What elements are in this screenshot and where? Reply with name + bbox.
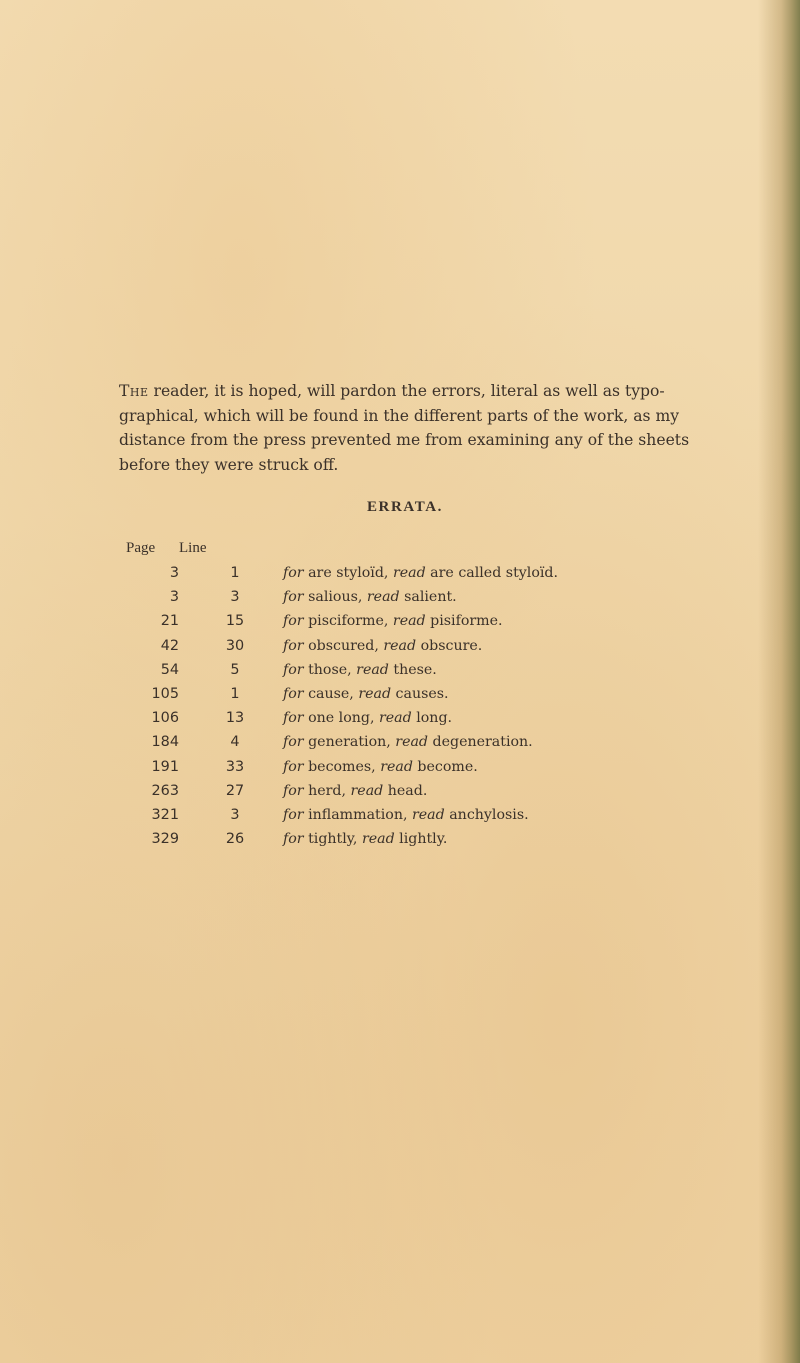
errata-row [126, 609, 558, 633]
errata-correction [247, 827, 558, 851]
intro-text: reader, it is hoped, will pardon the errors, literal as well as typo-graphical, which will be found in the different parts of the work, as my distance from the press prevented me from examining any of the sheets before they were struck off. [119, 382, 690, 474]
errata-line-number: 3 [230, 589, 240, 606]
read-word: read [392, 565, 426, 582]
errata-line-cell [179, 706, 247, 730]
errata-right-text: lightly. [394, 831, 448, 848]
errata-wrong-text: tightly, [303, 831, 362, 848]
errata-row [126, 682, 558, 706]
errata-wrong-text: pisciforme, [303, 613, 393, 630]
for-word: for [283, 734, 304, 751]
errata-wrong-text: inflammation, [303, 806, 412, 823]
column-header-correction [247, 536, 558, 561]
errata-right-text: degeneration. [428, 734, 533, 751]
errata-row [126, 803, 558, 827]
for-word: for [283, 758, 304, 775]
read-word: read [366, 589, 400, 606]
errata-correction [247, 779, 558, 803]
errata-right-text: head. [383, 782, 428, 799]
errata-page-number: 105 [151, 686, 179, 703]
errata-correction [247, 585, 558, 609]
errata-wrong-text: cause, [303, 686, 359, 703]
column-header-page: Page [126, 540, 156, 556]
errata-line-cell [179, 609, 247, 633]
errata-row [126, 779, 558, 803]
errata-line-cell [179, 730, 247, 754]
errata-line-number: 1 [230, 565, 240, 582]
errata-correction [247, 755, 558, 779]
for-word: for [283, 686, 304, 703]
errata-correction [247, 706, 558, 730]
errata-body [126, 561, 558, 851]
errata-right-text: obscure. [416, 637, 483, 654]
errata-header-row [126, 536, 558, 561]
errata-right-text: pisiforme. [425, 613, 503, 630]
for-word: for [283, 782, 304, 799]
errata-table [126, 536, 558, 851]
errata-row [126, 730, 558, 754]
errata-line-number: 26 [225, 831, 245, 848]
read-word: read [356, 661, 389, 678]
errata-wrong-text: those, [303, 661, 357, 678]
errata-row [126, 585, 558, 609]
read-word: read [350, 782, 384, 799]
errata-row [126, 634, 558, 658]
errata-line-number: 27 [225, 782, 245, 799]
read-word: read [412, 806, 445, 823]
errata-page-number: 42 [160, 637, 179, 654]
for-word: for [283, 589, 304, 606]
errata-right-text: anchylosis. [444, 806, 529, 823]
errata-line-cell [179, 682, 247, 706]
book-page-edge [758, 0, 800, 1363]
errata-right-text: these. [388, 661, 437, 678]
errata-right-text: long. [411, 710, 453, 727]
errata-line-number: 13 [225, 710, 245, 727]
for-word: for [283, 637, 304, 654]
errata-line-cell [179, 827, 247, 851]
errata-correction [247, 730, 558, 754]
errata-line-number: 33 [225, 758, 245, 775]
column-header-line: Line [179, 540, 207, 556]
for-word: for [283, 831, 304, 848]
errata-line-number: 30 [225, 637, 245, 654]
errata-title: ERRATA. [366, 499, 444, 515]
errata-line-cell [179, 779, 247, 803]
read-word: read [392, 613, 426, 630]
errata-wrong-text: generation, [303, 734, 396, 751]
errata-line-cell [179, 803, 247, 827]
errata-correction [247, 803, 558, 827]
intro-lead-word: The [119, 382, 149, 400]
read-word: read [383, 637, 417, 654]
errata-page-number: 329 [151, 831, 179, 848]
errata-page-number: 3 [169, 565, 179, 582]
errata-line-number: 1 [230, 686, 240, 703]
errata-right-text: are called styloïd. [425, 565, 559, 582]
errata-wrong-text: herd, [303, 782, 351, 799]
errata-wrong-text: one long, [303, 710, 379, 727]
errata-wrong-text: obscured, [303, 637, 384, 654]
for-word: for [283, 613, 304, 630]
read-word: read [380, 758, 413, 775]
errata-row [126, 706, 558, 730]
errata-line-cell [179, 561, 247, 585]
for-word: for [283, 661, 304, 678]
read-word: read [361, 831, 395, 848]
errata-page-number: 21 [160, 613, 179, 630]
errata-wrong-text: salious, [303, 589, 367, 606]
errata-page-number: 184 [151, 734, 179, 751]
intro-paragraph [119, 379, 729, 477]
errata-line-cell [179, 658, 247, 682]
errata-page-number: 3 [169, 589, 179, 606]
for-word: for [283, 710, 304, 727]
errata-page-number: 191 [151, 758, 179, 775]
errata-right-text: salient. [399, 589, 457, 606]
for-word: for [283, 806, 304, 823]
for-word: for [283, 565, 304, 582]
errata-row [126, 827, 558, 851]
errata-line-cell [179, 755, 247, 779]
errata-page-number: 263 [151, 782, 179, 799]
errata-wrong-text: are styloïd, [303, 565, 393, 582]
errata-row [126, 658, 558, 682]
errata-right-text: become. [412, 758, 478, 775]
errata-page-number: 54 [160, 661, 179, 678]
read-word: read [358, 686, 392, 703]
errata-page-number: 321 [151, 806, 179, 823]
errata-row [126, 755, 558, 779]
errata-correction [247, 682, 558, 706]
errata-row [126, 561, 558, 585]
errata-correction [247, 609, 558, 633]
errata-line-number: 3 [230, 806, 240, 823]
errata-page-number: 106 [151, 710, 179, 727]
errata-line-cell [179, 634, 247, 658]
errata-line-number: 5 [230, 661, 240, 678]
read-word: read [395, 734, 428, 751]
errata-correction [247, 561, 558, 585]
errata-line-cell [179, 585, 247, 609]
errata-right-text: causes. [391, 686, 449, 703]
errata-line-number: 4 [230, 734, 240, 751]
errata-wrong-text: becomes, [303, 758, 381, 775]
read-word: read [379, 710, 412, 727]
errata-correction [247, 658, 558, 682]
errata-correction [247, 634, 558, 658]
errata-line-number: 15 [225, 613, 245, 630]
